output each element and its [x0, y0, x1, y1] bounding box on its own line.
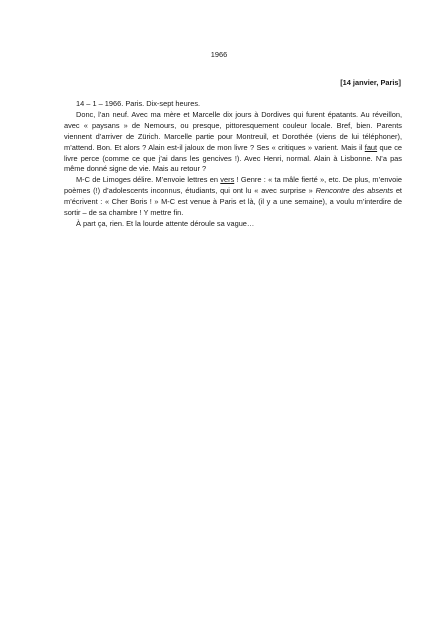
- paragraph-3-text-b: ! Genre : « ta mâle fierté », etc. De plus, m’envoie poèmes (!) d’adolescents inconnus, étudiants, qui ont lu « avec surprise »: [64, 175, 402, 196]
- dateline: [14 janvier, Paris]: [340, 78, 401, 87]
- paragraph-2-text-b: que ce livre perce (comme ce que j’ai dans les gencives !). Avec Henri, normal. Alain à Lisbonne. N’a pas même donné signe de vie. Mais au retour ?: [64, 142, 402, 174]
- paragraph-2-text-a: Donc, l’an neuf. Avec ma mère et Marcelle dix jours à Dordives qui furent épatants. Au réveillon, avec « paysans » de Nemours, ou presque, pittoresquement couleur locale. Bref, bien. Parents viennent d’arriver de Zürich. Marcelle partie pour Montreuil, et Dorothée (viens de lui téléphoner), m’attend. Bon. Et alors ? Alain est-il jaloux de mon livre ? Ses « critiques » varient. Mais il: [64, 109, 402, 152]
- year-heading: 1966: [210, 50, 228, 59]
- diary-entry: [64, 99, 402, 230]
- italic-book-title: Rencontre des absents: [315, 186, 394, 196]
- paragraph-3: [64, 175, 402, 219]
- paragraph-4-text: À part ça, rien. Et la lourde attente déroule sa vague…: [76, 218, 255, 228]
- paragraph-4: [64, 219, 402, 230]
- underlined-word-faut: faut: [364, 142, 378, 152]
- underlined-word-vers: vers: [220, 175, 235, 185]
- paragraph-3-text-a: M-C de Limoges délire. M’envoie lettres en: [76, 175, 221, 185]
- paragraph-1: [64, 99, 402, 110]
- paragraph-2: [64, 110, 402, 175]
- paragraph-3-text-c: et m’écrivent : « Cher Boris ! » M-C est venue à Paris et là, (il y a une semaine), a voulu m’interdire de sortir – de sa chambre ! Y mettre fin.: [64, 186, 402, 218]
- paragraph-1-text: 14 – 1 – 1966. Paris. Dix-sept heures.: [76, 99, 201, 108]
